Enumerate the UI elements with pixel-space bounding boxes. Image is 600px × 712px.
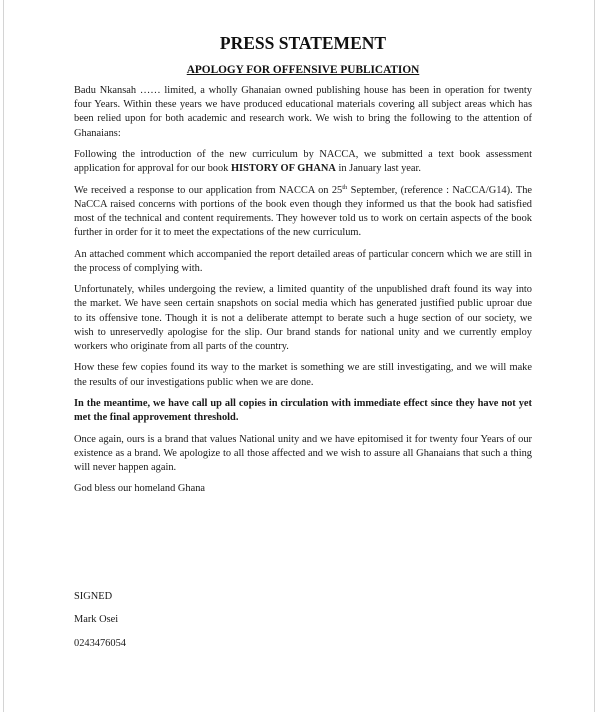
paragraph-apology: Unfortunately, whiles undergoing the review, a limited quantity of the unpublished draft found its way into the market. We have seen certain snapshots on social media which has generated justified public uproar due to its offensive tone. Though it is not a deliberate attempt to berate such a huge section of our society, we wish to unreservedly apologise for the slip. Our brand stands for national unity and we currently employ workers who originate from all parts of the country. (74, 284, 532, 352)
statement-text (74, 84, 532, 504)
page-subtitle: APOLOGY FOR OFFENSIVE PUBLICATION (186, 64, 420, 76)
book-title: HISTORY OF GHANA (230, 163, 336, 175)
document-page (3, 0, 595, 712)
ordinal-suffix: th (342, 183, 348, 191)
paragraph-intro: Badu Nkansah …… limited, a wholly Ghanaian owned publishing house has been in operation for twenty four Years. Within these years we have produced educational materials covering all subject areas which has been relied upon for both academic and research work. We wish to bring the following to the attention of Ghanaians: (74, 85, 532, 139)
paragraph-application (74, 148, 532, 176)
page-title: PRESS STATEMENT (219, 33, 387, 53)
signatory-phone: 0243476054 (74, 638, 126, 649)
paragraph-recall: In the meantime, we have call up all copies in circulation with immediate effect since they have not yet met the final approvement threshold. (74, 397, 532, 424)
paragraph-text: Following the introduction of the new curriculum by NACCA, we submitted a text book assessment application for approval for our book (74, 149, 532, 175)
paragraph-text: September, (reference : NaCCA/G14). The NaCCA raised concerns with portions of the book even though they informed us that the book had satisfied most of the technical and content requirements. They however told us to work on certain aspects of the book further in order for it to meet the expectations of the new curriculum. (74, 184, 533, 239)
paragraph-text: in January last year. (335, 163, 421, 175)
paragraph-blessing: God bless our homeland Ghana (74, 483, 206, 495)
signed-label: SIGNED (74, 591, 113, 602)
paragraph-investigation: How these few copies found its way to the market is something we are still investigating, and we will make the results of our investigations public when we are done. (74, 362, 532, 388)
signatory-name: Mark Osei (74, 614, 119, 625)
paragraph-response (74, 184, 532, 241)
paragraph-comment: An attached comment which accompanied the report detailed areas of particular concern which we are still in the process of complying with. (74, 248, 532, 274)
paragraph-closing: Once again, ours is a brand that values National unity and we have epitomised it for twenty four Years of our existence as a brand. We apologize to all those affected and we wish to assure all Ghanaians that such a thing will never happen again. (74, 433, 532, 473)
paragraph-text: We received a response to our application from NACCA on 25 (74, 184, 343, 196)
